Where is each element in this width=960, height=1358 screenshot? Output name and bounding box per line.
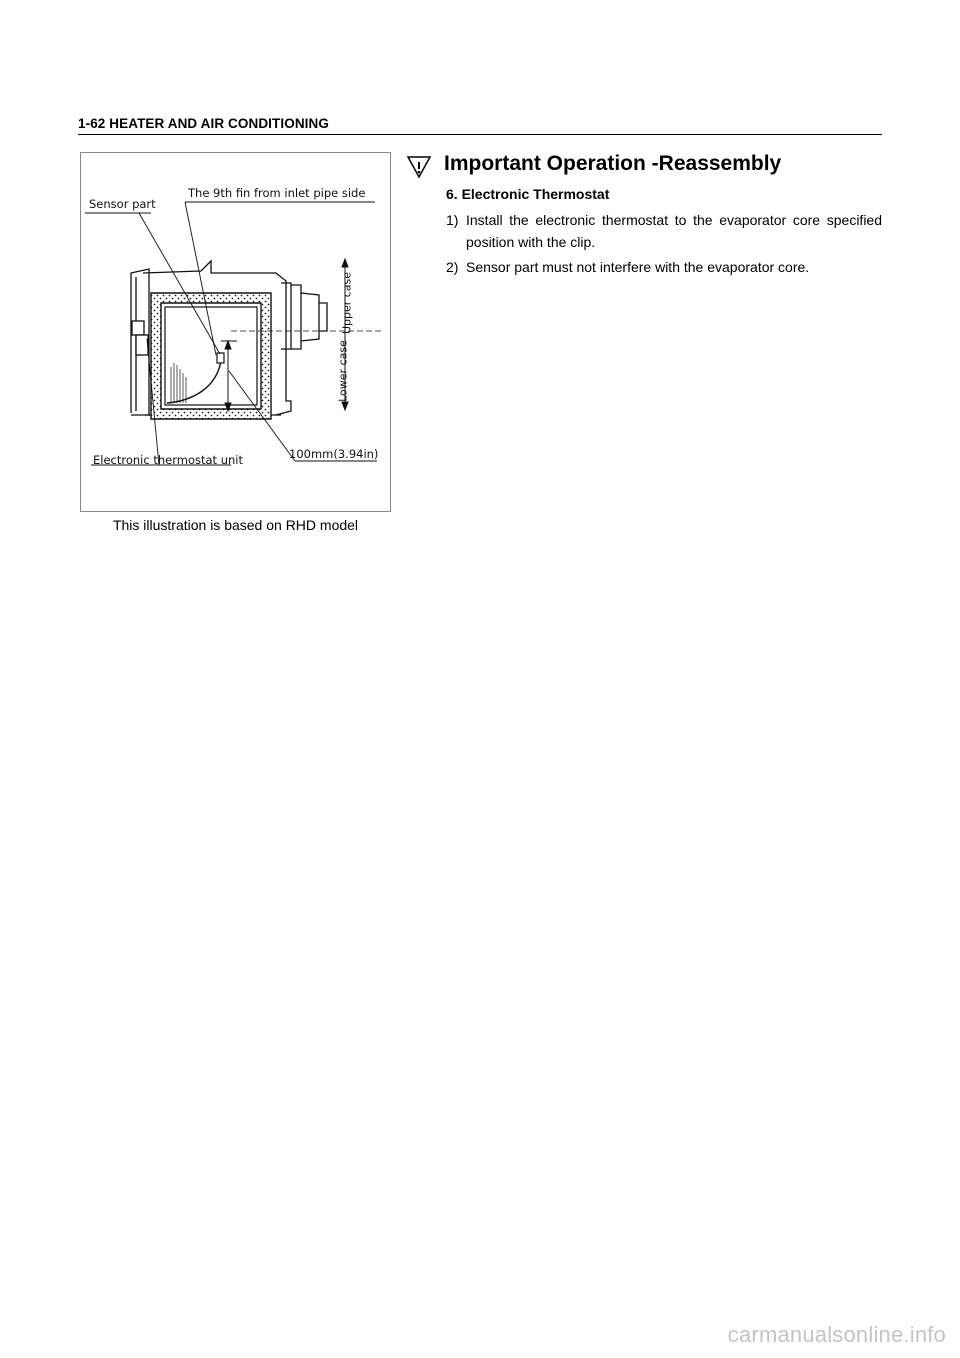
step-text: Install the electronic thermostat to the evaporator core specified position with the clip. bbox=[466, 212, 882, 250]
lower-case-label: Lower case bbox=[336, 340, 350, 402]
step-number: 2) bbox=[446, 259, 459, 275]
sensor-part-label: Sensor part bbox=[89, 197, 156, 211]
page-header-text: 1-62 HEATER AND AIR CONDITIONING bbox=[78, 116, 329, 131]
steps-list bbox=[446, 209, 882, 281]
footer-watermark: carmanualsonline.info bbox=[727, 1322, 946, 1347]
page-header bbox=[78, 115, 882, 135]
ninth-fin-label: The 9th fin from inlet pipe side bbox=[188, 186, 366, 200]
thermostat-illustration bbox=[80, 152, 391, 512]
step-text: Sensor part must not interfere with the evaporator core. bbox=[466, 259, 810, 275]
dimension-label: 100mm(3.94in) bbox=[289, 447, 379, 461]
list-item bbox=[446, 256, 882, 278]
section-subheading: 6. Electronic Thermostat bbox=[446, 186, 610, 202]
thermostat-unit-label: Electronic thermostat unit bbox=[93, 453, 243, 467]
upper-case-label: Upper case bbox=[340, 271, 354, 335]
list-item bbox=[446, 209, 882, 253]
section-title: Important Operation -Reassembly bbox=[444, 152, 782, 175]
warning-triangle-icon bbox=[406, 155, 432, 179]
step-number: 1) bbox=[446, 212, 459, 228]
figure-caption: This illustration is based on RHD model bbox=[112, 517, 359, 533]
